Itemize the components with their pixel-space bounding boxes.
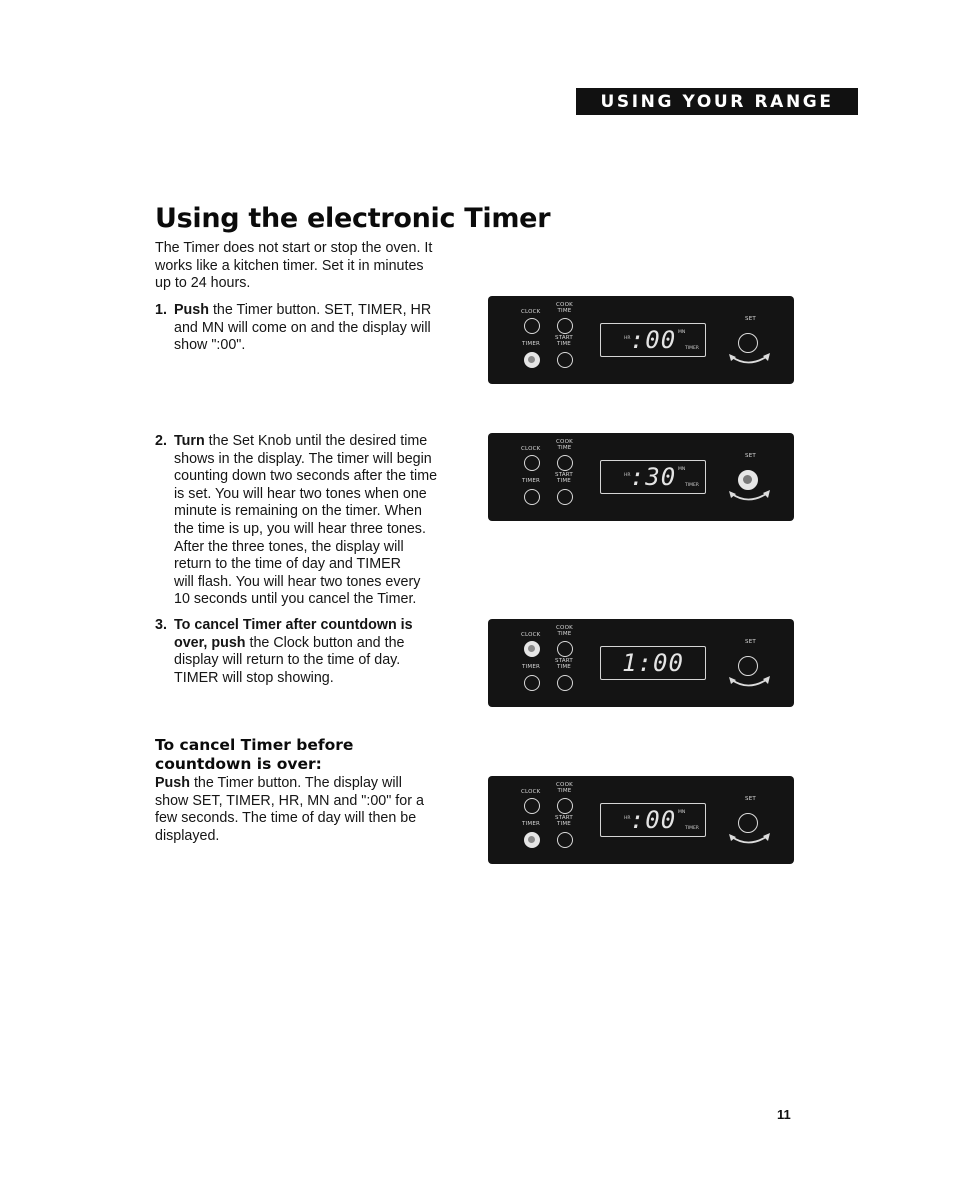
timer-display — [600, 323, 706, 357]
clock-button[interactable] — [524, 641, 540, 657]
timer-indicator: TIMER — [685, 826, 699, 831]
rotate-arrow-icon — [728, 675, 772, 691]
step-number: 3. — [155, 617, 167, 633]
clock-label: CLOCK — [521, 309, 541, 315]
cook-time-label — [556, 303, 573, 314]
set-knob[interactable] — [738, 333, 758, 353]
timer-label: TIMER — [522, 664, 541, 670]
step-line: 10 seconds until you cancel the Timer. — [174, 591, 417, 608]
step-line: TIMER will stop showing. — [174, 669, 334, 686]
set-knob[interactable] — [738, 813, 758, 833]
intro-line: up to 24 hours. — [155, 275, 251, 292]
start-label: START — [555, 815, 573, 821]
set-knob[interactable] — [738, 470, 758, 490]
control-panel-1 — [488, 296, 794, 384]
start-time-sub-label: TIME — [556, 663, 571, 670]
step-line: minute is remaining on the timer. When — [174, 503, 422, 520]
cook-time-button[interactable] — [557, 318, 573, 334]
clock-label: CLOCK — [521, 446, 541, 452]
start-time-button[interactable] — [557, 489, 573, 505]
step-3 — [155, 617, 413, 687]
cook-time-button[interactable] — [557, 455, 573, 471]
cook-time-label — [556, 783, 573, 794]
page-title: Using the electronic Timer — [155, 203, 551, 234]
step-line: is set. You will hear two tones when one — [174, 485, 427, 502]
cancel-line: few seconds. The time of day will then be — [155, 810, 417, 827]
hr-indicator: HR — [624, 473, 631, 478]
intro-line: The Timer does not start or stop the oven. It — [155, 240, 433, 256]
timer-button[interactable] — [524, 489, 540, 505]
step-line: return to the time of day and TIMER — [174, 556, 402, 573]
step-lead: Turn — [174, 433, 205, 449]
mn-indicator: MN — [678, 330, 686, 335]
cancel-heading-line: To cancel Timer before — [155, 736, 354, 754]
step-line: After the three tones, the display will — [174, 538, 404, 555]
step-line: show ":00". — [174, 337, 246, 354]
cancel-line: the Timer button. The display will — [189, 775, 402, 791]
timer-display — [600, 803, 706, 837]
cook-label: COOK — [556, 302, 573, 308]
start-time-label — [555, 659, 573, 670]
cancel-paragraph — [155, 775, 424, 845]
set-label: SET — [745, 796, 756, 802]
step-lead: over, push — [174, 634, 246, 651]
rotate-arrow-icon — [728, 352, 772, 368]
step-line: the time is up, you will hear three tones. — [174, 520, 426, 537]
control-panel-2 — [488, 433, 794, 521]
display-readout: :30 — [629, 463, 677, 491]
start-time-label — [555, 816, 573, 827]
clock-label: CLOCK — [521, 789, 541, 795]
start-time-button[interactable] — [557, 832, 573, 848]
cook-time-label — [556, 626, 573, 637]
cook-time-label — [556, 440, 573, 451]
start-time-sub-label: TIME — [556, 340, 571, 347]
intro-line: works like a kitchen timer. Set it in minutes — [155, 257, 424, 274]
set-knob[interactable] — [738, 656, 758, 676]
intro-paragraph — [155, 240, 432, 293]
step-number: 2. — [155, 433, 167, 449]
set-label: SET — [745, 316, 756, 322]
cook-time-sub-label: TIME — [557, 787, 572, 794]
cook-time-button[interactable] — [557, 798, 573, 814]
hr-indicator: HR — [624, 816, 631, 821]
set-label: SET — [745, 639, 756, 645]
timer-label: TIMER — [522, 341, 541, 347]
cancel-line: show SET, TIMER, HR, MN and ":00" for a — [155, 792, 424, 809]
rotate-arrow-icon — [728, 489, 772, 505]
mn-indicator: MN — [678, 810, 686, 815]
cancel-lead: Push — [155, 775, 190, 791]
clock-label: CLOCK — [521, 632, 541, 638]
start-time-button[interactable] — [557, 675, 573, 691]
step-line: the Clock button and the — [245, 634, 405, 651]
start-label: START — [555, 658, 573, 664]
step-number: 1. — [155, 302, 167, 318]
mn-indicator: MN — [678, 467, 686, 472]
hr-indicator: HR — [624, 336, 631, 341]
step-line: the Timer button. SET, TIMER, HR — [208, 302, 432, 318]
step-line: counting down two seconds after the time — [174, 468, 438, 485]
section-header-text: USING YOUR RANGE — [600, 91, 834, 112]
rotate-arrow-icon — [728, 832, 772, 848]
step-line: shows in the display. The timer will begin — [174, 450, 432, 467]
section-header-bar — [576, 88, 858, 115]
start-time-label — [555, 336, 573, 347]
timer-label: TIMER — [522, 478, 541, 484]
control-panel-4 — [488, 776, 794, 864]
cook-time-sub-label: TIME — [557, 307, 572, 314]
cancel-line: displayed. — [155, 827, 220, 844]
timer-indicator: TIMER — [685, 346, 699, 351]
timer-button[interactable] — [524, 352, 540, 368]
timer-button[interactable] — [524, 675, 540, 691]
timer-button[interactable] — [524, 832, 540, 848]
cook-label: COOK — [556, 782, 573, 788]
clock-button[interactable] — [524, 798, 540, 814]
timer-label: TIMER — [522, 821, 541, 827]
cook-time-button[interactable] — [557, 641, 573, 657]
cook-time-sub-label: TIME — [557, 630, 572, 637]
clock-button[interactable] — [524, 455, 540, 471]
step-line: the Set Knob until the desired time — [204, 433, 428, 449]
set-label: SET — [745, 453, 756, 459]
step-lead: To cancel Timer after countdown is — [174, 617, 413, 633]
step-lead: Push — [174, 302, 209, 318]
step-2 — [155, 433, 438, 609]
step-1 — [155, 302, 432, 355]
display-readout: 1:00 — [622, 649, 684, 677]
timer-indicator: TIMER — [685, 483, 699, 488]
display-readout: :00 — [629, 326, 677, 354]
cook-time-sub-label: TIME — [557, 444, 572, 451]
display-readout: :00 — [629, 806, 677, 834]
start-time-label — [555, 473, 573, 484]
page-number: 11 — [777, 1107, 791, 1122]
clock-button[interactable] — [524, 318, 540, 334]
step-line: will flash. You will hear two tones every — [174, 573, 421, 590]
cook-label: COOK — [556, 439, 573, 445]
cancel-heading — [155, 736, 353, 774]
timer-display — [600, 646, 706, 680]
control-panel-3 — [488, 619, 794, 707]
cook-label: COOK — [556, 625, 573, 631]
step-line: display will return to the time of day. — [174, 652, 401, 669]
cancel-heading-line: countdown is over: — [155, 755, 322, 773]
start-label: START — [555, 472, 573, 478]
step-line: and MN will come on and the display will — [174, 319, 431, 336]
start-time-button[interactable] — [557, 352, 573, 368]
timer-display — [600, 460, 706, 494]
start-time-sub-label: TIME — [556, 477, 571, 484]
start-label: START — [555, 335, 573, 341]
start-time-sub-label: TIME — [556, 820, 571, 827]
